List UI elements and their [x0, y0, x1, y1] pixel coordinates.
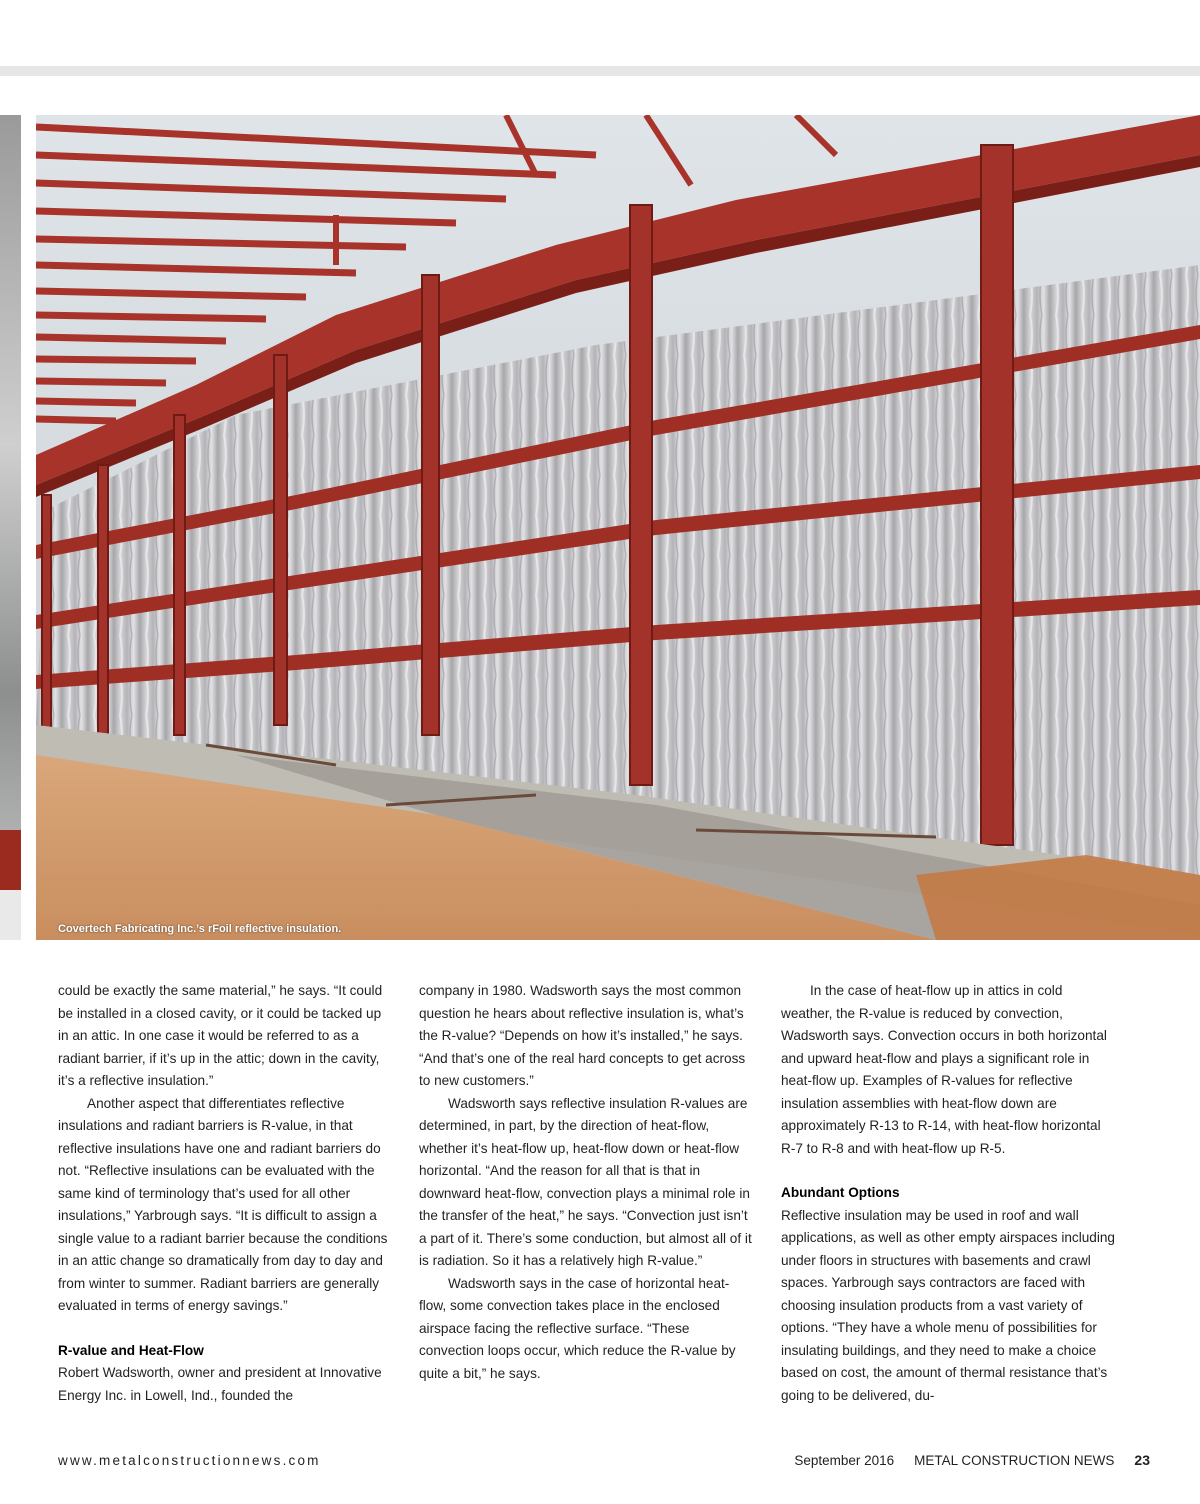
paragraph: Another aspect that differentiates reflective insulations and radiant barriers is R-value, in that reflective insulations have one and radiant barriers do not. “Reflective insulations can be evaluated with the same kind of terminology that’s used for all other insulations,” Yarbrough says. “It is difficult to assign a single value to a radiant barrier because the conditions in an attic change so dramatically from day to day and from winter to summer. Radiant barriers are generally evaluated in terms of energy savings.”	[58, 1095, 388, 1313]
issue-date: September 2016	[794, 1453, 895, 1468]
paragraph: Robert Wadsworth, owner and president at Innovative Energy Inc. in Lowell, Ind., founded the	[58, 1365, 382, 1403]
paragraph: Reflective insulation may be used in roof and wall applications, as well as other empty airspaces including under floors in structures with basements and crawl spaces. Yarbrough says contractors are faced with choosing insulation products from a vast variety of options. “They have a whole menu of possibilities for insulating buildings, and they need to make a choice based on cost, the amount of thermal resistance that’s going to be delivered, du-	[781, 1207, 1115, 1403]
paragraph: company in 1980. Wadsworth says the most common question he hears about reflective insulation is, what’s the R-value? “Depends on how it’s installed,” he says. “And that’s one of the real hard concepts to get across to new customers.”	[419, 983, 746, 1088]
paragraph: Wadsworth says in the case of horizontal heat-flow, some convection takes place in the enclosed airspace facing the reflective surface. “These convection loops occur, which reduce the R-value by quite a bit,” he says.	[419, 1275, 736, 1381]
article-column-1	[58, 980, 393, 1407]
steel-frame-building-illustration	[36, 115, 1200, 940]
edge-white-panel	[0, 890, 21, 940]
folio	[794, 1452, 1150, 1468]
paragraph: In the case of heat-flow up in attics in cold weather, the R-value is reduced by convection, Wadsworth says. Convection occurs in both horizontal and upward heat-flow and plays a significant role in heat-flow up. Examples of R-values for reflective insulation assemblies with heat-flow down are approximately R-13 to R-14, with heat-flow horizontal R-7 to R-8 and with heat-flow up R-5.	[781, 983, 1107, 1156]
paragraph: could be exactly the same material,” he says. “It could be installed in a closed cavity, or it could be tacked up in an attic. In one case it would be referred to as a radiant barrier, if it’s up in the attic; down in the cavity, it’s a reflective insulation.”	[58, 983, 383, 1088]
article-column-3	[781, 980, 1116, 1407]
adjacent-page-photo-edge	[0, 115, 21, 940]
section-heading: R-value and Heat-Flow	[58, 1342, 204, 1358]
website-url[interactable]: www.metalconstructionnews.com	[58, 1453, 321, 1468]
top-rule	[0, 66, 1200, 76]
page-number: 23	[1134, 1452, 1150, 1468]
photo-caption: Covertech Fabricating Inc.’s rFoil reflective insulation.	[58, 923, 342, 935]
publication-name: METAL CONSTRUCTION NEWS	[914, 1453, 1115, 1468]
article-column-2	[419, 980, 754, 1385]
section-heading: Abundant Options	[781, 1185, 900, 1200]
main-photo	[36, 115, 1200, 940]
edge-red-beam	[0, 830, 21, 890]
paragraph: Wadsworth says reflective insulation R-values are determined, in part, by the direction of heat-flow, whether it’s heat-flow up, heat-flow down or heat-flow horizontal. “And the reason for all that is that in downward heat-flow, convection plays a minimal role in the transfer of the heat,” he says. “Convection just isn’t a part of it. There’s some conduction, but almost all of it is radiation. So it has a relatively high R-value.”	[419, 1095, 752, 1268]
